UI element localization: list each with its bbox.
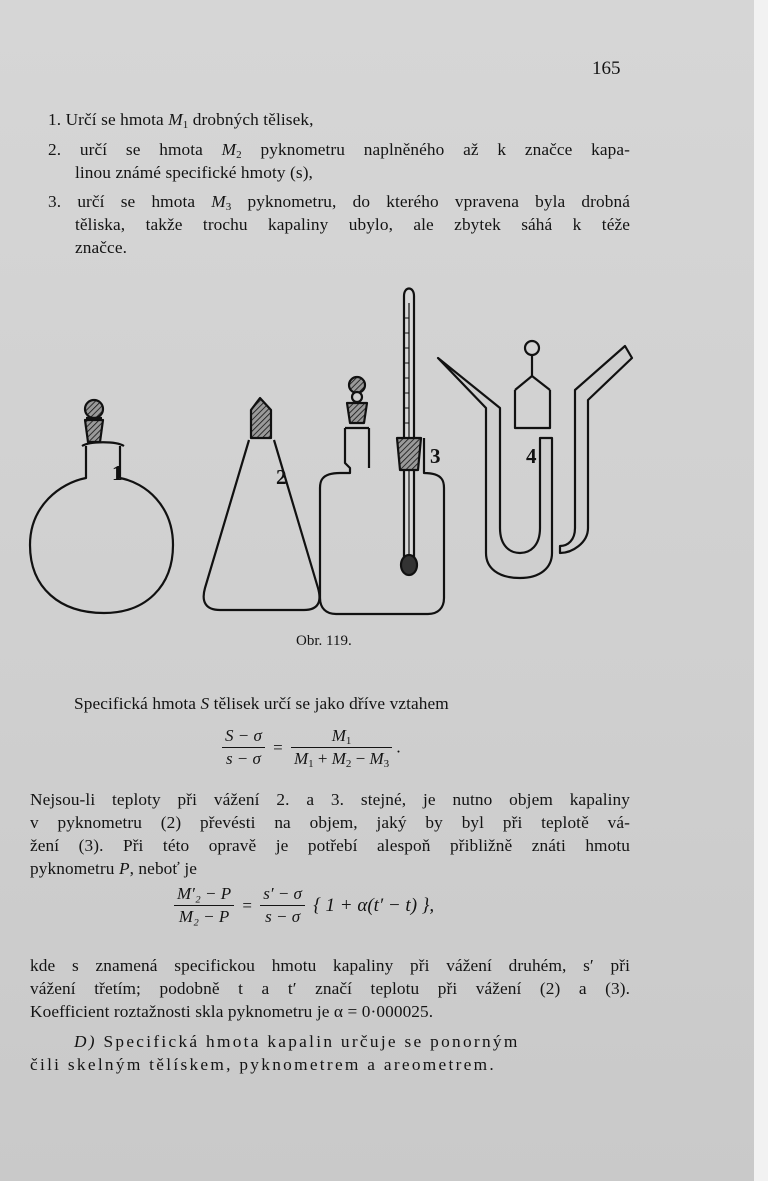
- section-d-line-2: čili skelným tělískem, pyknometrem a areometrem.: [30, 1055, 496, 1074]
- section-label: D): [74, 1032, 97, 1051]
- paragraph-2-line-2: v pyknometru (2) převésti na objem, jaký by byl při teplotě vá-: [30, 813, 630, 832]
- item-text: Určí se hmota: [65, 110, 164, 129]
- figure-label-3: 3: [430, 444, 441, 468]
- page-edge: [754, 0, 768, 1181]
- item-text: určí se hmota: [79, 140, 203, 159]
- list-item-2: [48, 138, 630, 161]
- item-tail: pyknometru naplněného až k značce kapa-: [260, 140, 631, 159]
- figure-label-4: 4: [526, 444, 537, 468]
- list-item-3-line-2: těliska, takže trochu kapaliny ubylo, ale zbytek sáhá k téže: [75, 215, 630, 234]
- pycnometer-3-icon: [320, 289, 444, 615]
- item-number: 3.: [48, 192, 62, 211]
- item-subscript: 2: [236, 149, 242, 161]
- item-tail: drobných tělisek,: [192, 110, 314, 129]
- section-d-line-1: D) Specifická hmota kapalin určuje se ponorným: [74, 1032, 520, 1051]
- symbol-S: S: [200, 694, 210, 713]
- list-item-3-line-3: značce.: [75, 238, 128, 257]
- figure-label-1: 1: [112, 461, 123, 485]
- figure-label-2: 2: [276, 465, 287, 489]
- item-subscript: 1: [182, 119, 189, 131]
- item-number: 2.: [48, 140, 62, 159]
- flask-2-icon: [204, 398, 320, 610]
- eq2-brace-term: { 1 + α(t′ − t) },: [313, 894, 435, 916]
- flask-1-icon: [30, 400, 173, 613]
- eq1-rhs-fraction: $\frac{M_1}{M_1 + M_2 - M_3}$: [291, 726, 392, 769]
- figure-caption: Obr. 119.: [296, 633, 352, 649]
- item-symbol: M: [168, 110, 183, 129]
- paragraph-2-line-1: Nejsou-li teploty při vážení 2. a 3. stejné, je nutno objem kapaliny: [30, 790, 630, 809]
- eq1-lhs-fraction: $\frac{S - \sigma}{s - \sigma}$: [222, 726, 265, 769]
- eq2-lhs-fraction: $\frac{\text{M′₂ − P}}{\text{M₂ − P}}$: [174, 884, 234, 927]
- paragraph-2-line-4: pyknometru P, neboť je: [30, 859, 198, 878]
- item-subscript: 3: [225, 201, 232, 213]
- item-symbol: M: [211, 192, 226, 211]
- page-number: 165: [592, 58, 621, 79]
- list-item-1: [48, 108, 314, 131]
- paragraph-3-line-1: kde s znamená specifickou hmotu kapaliny při vážení druhém, s′ při: [30, 956, 630, 975]
- item-number: 1.: [48, 110, 62, 129]
- paragraph-2-line-3: žení (3). Při této opravě je potřebí alespoň přibližně znáti hmotu: [30, 836, 630, 855]
- equation-2: $\frac{\text{M′₂ − P}}{\text{M₂ − P}}$ = $\frac{s' - \sigma}{s - \sigma}$ { 1 + α(t′ − t) },: [174, 884, 434, 927]
- item-text: určí se hmota: [77, 192, 196, 211]
- item-symbol: M: [221, 140, 237, 159]
- list-item-2-line-2: linou známé specifické hmoty (s),: [75, 163, 313, 182]
- item-tail: pyknometru, do kterého vpravena byla drobná: [247, 192, 631, 211]
- paragraph-specific-mass: Specifická hmota S tělisek určí se jako dříve vztahem: [74, 694, 449, 713]
- eq2-mid-fraction: $\frac{s' - \sigma}{s - \sigma}$: [260, 884, 305, 927]
- paragraph-3-line-3: Koefficient roztažnosti skla pyknometru je α = 0·000025.: [30, 1002, 434, 1021]
- glassware-figure: [20, 278, 640, 628]
- paragraph-3-line-2: vážení třetím; podobně t a t′ značí teplotu při vážení (2) a (3).: [30, 979, 630, 998]
- list-item-3: [48, 190, 630, 213]
- equation-1: $\frac{S - \sigma}{s - \sigma}$ = $\frac{M_1}{M_1 + M_2 - M_3}$ .: [222, 726, 401, 769]
